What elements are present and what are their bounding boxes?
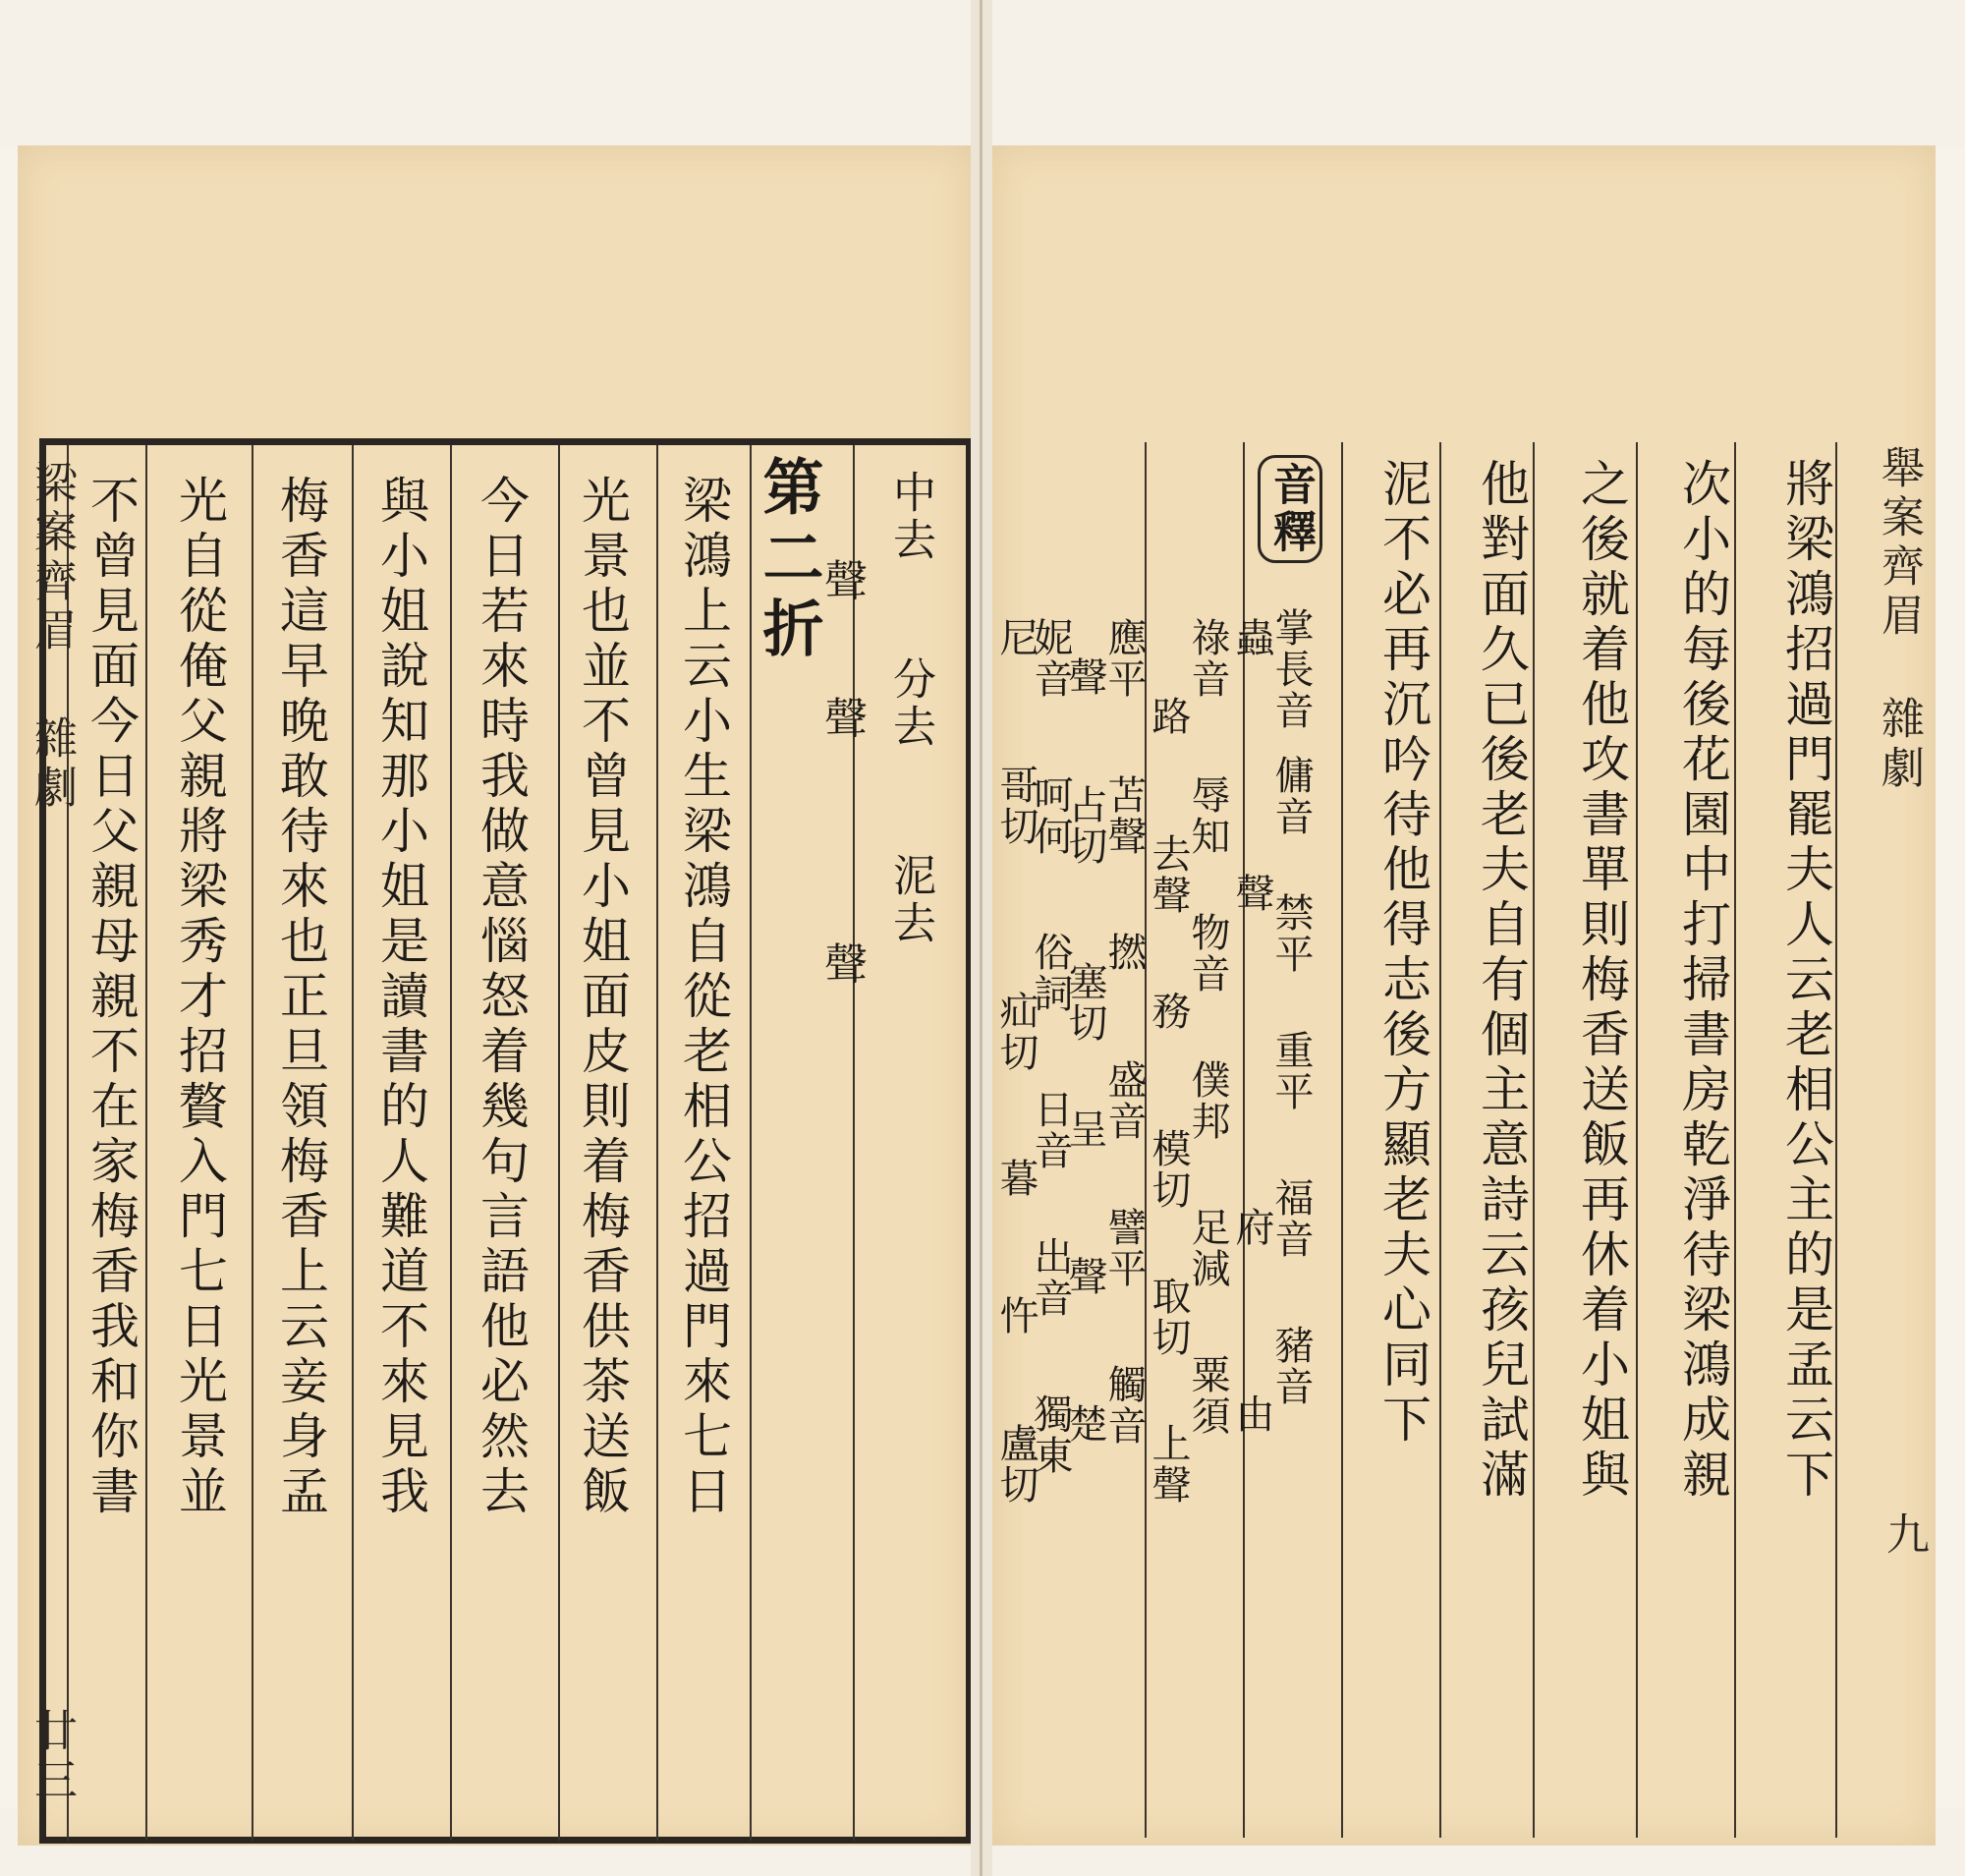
gloss-column-3f: 粟須: [1185, 1354, 1230, 1437]
gloss-column-7d: 日音: [1028, 1089, 1073, 1171]
note-zhong: 中去: [885, 470, 935, 564]
note-sheng: 聲: [816, 558, 867, 605]
act-title: 第二折: [753, 455, 824, 667]
gloss-column-6: 聲: [1062, 656, 1107, 698]
gloss-column-5: 應平: [1101, 617, 1147, 700]
gloss-column-5d: 盛音: [1101, 1059, 1147, 1142]
gloss-column-1e: 福音: [1268, 1177, 1314, 1260]
text-column-5: 梅香這早晚敢待來也正旦領梅香上云妾身孟: [272, 475, 329, 1520]
margin-folio: 廿三: [27, 1708, 77, 1806]
gutter-fold: [980, 0, 982, 1876]
column-rule: [853, 445, 855, 1841]
column-rule: [558, 445, 560, 1841]
gloss-column-7c: 俗詞: [1028, 932, 1073, 1014]
gloss-column-1f: 豬音: [1268, 1325, 1314, 1407]
gloss-column-3b: 辱知: [1185, 774, 1230, 857]
note-sheng-3: 聲: [816, 941, 867, 989]
gloss-column-6e: 聲: [1062, 1256, 1107, 1297]
text-column-2: 光景也並不曾見小姐面皮則着梅香供茶送飯: [574, 475, 631, 1520]
gloss-column-2d: 由: [1229, 1393, 1274, 1435]
column-rule: [252, 445, 253, 1841]
gloss-column-4c: 務: [1146, 991, 1191, 1032]
column-rule: [1341, 442, 1343, 1838]
note-fen: 分去: [885, 656, 935, 751]
gloss-column-4d: 模切: [1146, 1128, 1191, 1211]
text-column-1: 梁鴻上云小生梁鴻自從老相公招過門來七日: [675, 475, 732, 1520]
gloss-column-4: 路: [1146, 696, 1191, 737]
text-column-3: 今日若來時我做意惱怒着幾句言語他必然去: [473, 475, 530, 1520]
gloss-column-1d: 重平: [1268, 1030, 1314, 1112]
gloss-column-4b: 去聲: [1146, 833, 1191, 916]
gloss-column-7: 妮音: [1028, 617, 1073, 700]
gloss-column-4e: 取切: [1146, 1276, 1191, 1358]
gloss-column-3d: 僕邦: [1185, 1059, 1230, 1142]
gloss-column-6d: 呈: [1062, 1109, 1107, 1150]
gloss-column-5c: 撚: [1101, 932, 1147, 973]
note-ni: 泥去: [885, 853, 935, 947]
margin-title: 梁案齊眉: [27, 460, 77, 656]
gloss-column-2: 蟲: [1229, 617, 1274, 658]
column-rule: [352, 445, 354, 1841]
gloss-column-8d: 暮: [993, 1158, 1039, 1199]
margin-volume: 雜劇: [27, 715, 77, 814]
margin-title: 舉案齊眉: [1874, 445, 1924, 642]
note-sheng-2: 聲: [816, 696, 867, 743]
gloss-column-8e: 忤: [993, 1295, 1039, 1336]
yinshi-label: 音釋: [1258, 455, 1322, 563]
text-column-4: 與小姐說知那小姐是讀書的人難道不來見我: [372, 475, 429, 1520]
text-column-3: 之後就着他攻書單則梅香送飯再休着小姐與: [1573, 458, 1630, 1504]
text-column-1: 將梁鴻招過門罷夫人云老相公主的是孟云下: [1777, 458, 1834, 1504]
gloss-column-7f: 獨東: [1028, 1393, 1073, 1476]
column-rule: [656, 445, 658, 1841]
gloss-column-6c: 塞切: [1062, 961, 1107, 1044]
gloss-column-3: 祿音: [1185, 617, 1230, 700]
text-column-4: 他對面久已後老夫自有個主意詩云孩兒試滿: [1473, 458, 1530, 1504]
gloss-column-1: 掌長音: [1268, 607, 1314, 731]
gloss-column-5e: 譬平: [1101, 1207, 1147, 1289]
gloss-column-8c: 疝切: [993, 991, 1039, 1073]
gloss-column-2b: 聲: [1229, 873, 1274, 914]
gloss-column-7e: 出音: [1028, 1236, 1073, 1319]
gloss-column-3e: 足減: [1185, 1207, 1230, 1289]
gloss-column-7b: 呵何: [1028, 774, 1073, 857]
left-page: [18, 145, 971, 1846]
gloss-column-8: 尼: [993, 617, 1039, 658]
text-column-7: 不曾見面今日父親母親不在家梅香我和你書: [83, 475, 140, 1520]
gloss-column-1c: 禁平: [1268, 892, 1314, 975]
gloss-column-4f: 上聲: [1146, 1423, 1191, 1506]
text-column-2: 次小的每後花園中打掃書房乾淨待梁鴻成親: [1674, 458, 1731, 1504]
gloss-column-2c: 府: [1229, 1207, 1274, 1248]
gloss-column-6f: 楚: [1062, 1403, 1107, 1445]
gloss-column-1b: 傭音: [1268, 755, 1314, 837]
gloss-column-5b: 苫聲: [1101, 774, 1147, 857]
gloss-column-3c: 物音: [1185, 912, 1230, 995]
gloss-column-6b: 占切: [1062, 784, 1107, 867]
right-page: [992, 145, 1936, 1846]
gloss-column-8f: 盧切: [993, 1423, 1039, 1506]
column-rule: [450, 445, 452, 1841]
text-column-6: 光自從俺父親將梁秀才招贅入門七日光景並: [171, 475, 228, 1520]
margin-volume: 雜劇: [1874, 696, 1924, 794]
margin-folio: 九: [1879, 1511, 1929, 1561]
gloss-column-5f: 觸音: [1101, 1364, 1147, 1447]
text-column-5: 泥不必再沉吟待他得志後方顯老夫心同下: [1375, 458, 1432, 1449]
gloss-column-8b: 哥切: [993, 765, 1039, 847]
